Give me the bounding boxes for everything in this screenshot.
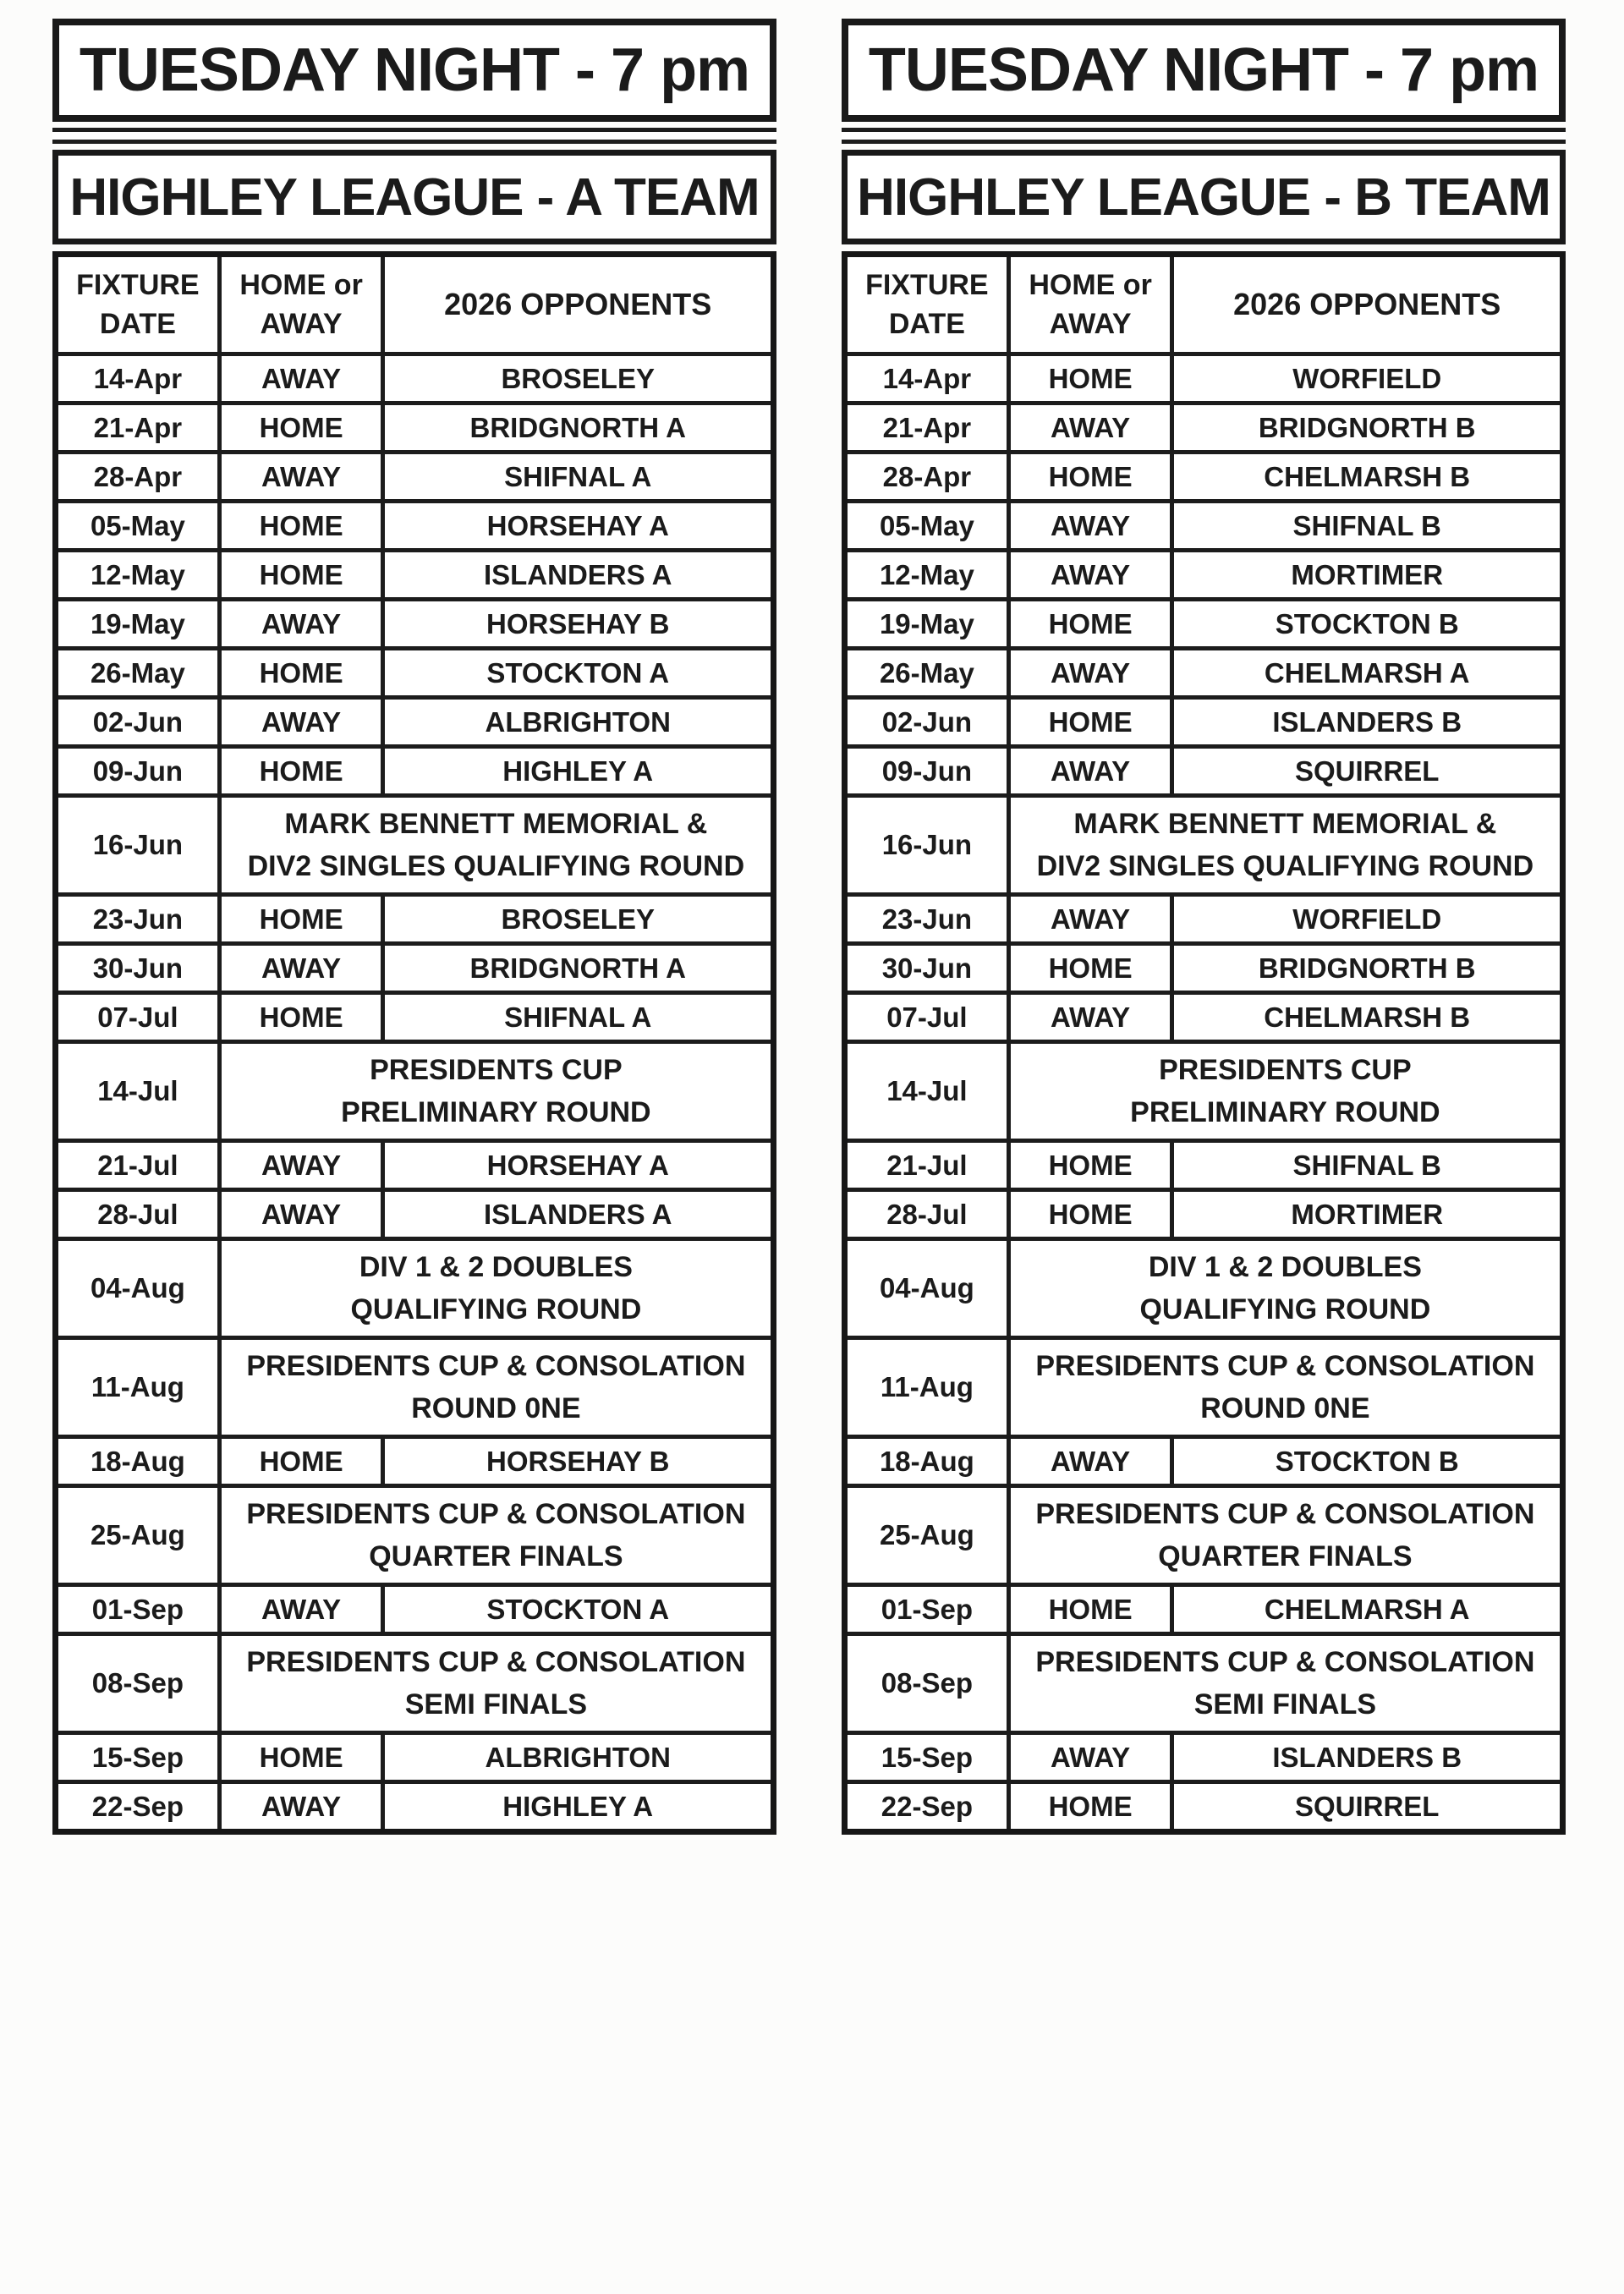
event-line: ROUND 0NE	[1200, 1392, 1370, 1424]
event-line: PRELIMINARY ROUND	[1130, 1096, 1440, 1128]
fixture-date-cell: 14-Jul	[886, 1075, 968, 1106]
event-line: QUALIFYING ROUND	[1139, 1293, 1431, 1325]
fixture-card-b-team	[842, 19, 1566, 1835]
home-away-cell: HOME	[1007, 700, 1171, 744]
fixture-date-cell: 19-May	[879, 607, 974, 639]
header-line: FIXTURE	[76, 269, 200, 301]
column-header-fixture-date	[848, 257, 1007, 352]
fixture-date-cell: 28-Apr	[93, 460, 183, 492]
event-line: PRESIDENTS CUP & CONSOLATION	[246, 1498, 746, 1530]
opponent-cell: ALBRIGHTON	[381, 700, 771, 744]
opponent-cell: HIGHLEY A	[381, 1784, 771, 1829]
fixture-date-cell: 09-Jun	[881, 755, 973, 787]
fixture-row	[58, 352, 771, 401]
fixture-date-cell: 28-Apr	[882, 460, 972, 492]
opponent-cell: CHELMARSH B	[1170, 454, 1560, 499]
home-away-cell: AWAY	[1007, 405, 1171, 450]
fixture-date-cell: 12-May	[90, 558, 185, 590]
event-line: PRESIDENTS CUP & CONSOLATION	[1035, 1350, 1535, 1382]
event-line: PRESIDENTS CUP & CONSOLATION	[246, 1350, 746, 1382]
opponent-cell: SQUIRREL	[1170, 749, 1560, 793]
fixture-date-cell: 18-Aug	[879, 1445, 974, 1477]
fixture-row	[58, 499, 771, 548]
card-title-text: TUESDAY NIGHT - 7 pm	[79, 36, 750, 104]
header-line: FIXTURE	[865, 269, 989, 301]
fixture-date-cell: 22-Sep	[881, 1790, 973, 1822]
fixture-row	[58, 1731, 771, 1780]
fixture-row	[848, 1040, 1560, 1139]
fixture-row	[848, 1139, 1560, 1188]
fixture-row	[58, 892, 771, 941]
home-away-cell: AWAY	[217, 454, 381, 499]
fixture-row	[848, 1237, 1560, 1336]
event-line: DIV2 SINGLES QUALIFYING ROUND	[1036, 850, 1534, 882]
event-line: MARK BENNETT MEMORIAL &	[284, 808, 708, 840]
fixture-date-cell: 01-Sep	[91, 1593, 184, 1625]
fixture-date-cell: 15-Sep	[91, 1741, 184, 1773]
fixture-row	[848, 597, 1560, 646]
home-away-cell: HOME	[217, 749, 381, 793]
home-away-cell: HOME	[1007, 946, 1171, 991]
event-line: PRESIDENTS CUP & CONSOLATION	[1035, 1498, 1535, 1530]
opponent-cell: BRIDGNORTH B	[1170, 946, 1560, 991]
opponent-cell: ISLANDERS B	[1170, 700, 1560, 744]
fixture-row	[848, 744, 1560, 793]
event-line: PRESIDENTS CUP	[1159, 1054, 1412, 1086]
column-header-home-away	[217, 257, 381, 352]
fixture-row	[848, 1484, 1560, 1583]
opponent-cell: SHIFNAL A	[381, 995, 771, 1040]
fixture-row	[848, 352, 1560, 401]
home-away-cell: AWAY	[1007, 552, 1171, 597]
fixture-row	[58, 695, 771, 744]
opponent-cell: ISLANDERS A	[381, 552, 771, 597]
fixture-row	[58, 1040, 771, 1139]
home-away-cell: AWAY	[1007, 503, 1171, 548]
home-away-cell: HOME	[1007, 1784, 1171, 1829]
fixture-row	[58, 941, 771, 991]
home-away-cell: HOME	[217, 897, 381, 941]
league-heading	[842, 150, 1566, 244]
league-heading	[52, 150, 776, 244]
fixture-row	[848, 1583, 1560, 1632]
fixture-row	[58, 450, 771, 499]
fixture-row	[58, 401, 771, 450]
table-header-row	[58, 257, 771, 352]
fixture-row	[58, 597, 771, 646]
event-line: PRESIDENTS CUP & CONSOLATION	[246, 1646, 746, 1678]
opponent-cell: HORSEHAY A	[381, 503, 771, 548]
opponent-cell: BROSELEY	[381, 897, 771, 941]
fixture-date-cell: 15-Sep	[881, 1741, 973, 1773]
column-header-opponents	[1170, 257, 1560, 352]
header-line: 2026 OPPONENTS	[1233, 287, 1501, 321]
divider-strip	[52, 128, 776, 144]
fixture-date-cell: 07-Jul	[97, 1001, 178, 1033]
fixture-date-cell: 08-Sep	[881, 1667, 973, 1699]
fixture-date-cell: 19-May	[90, 607, 185, 639]
card-title	[842, 19, 1566, 122]
opponent-cell: SHIFNAL A	[381, 454, 771, 499]
event-line: MARK BENNETT MEMORIAL &	[1073, 808, 1497, 840]
home-away-cell: HOME	[217, 503, 381, 548]
opponent-cell: BRIDGNORTH A	[381, 405, 771, 450]
fixture-date-cell: 04-Aug	[879, 1272, 974, 1303]
header-line: AWAY	[260, 308, 343, 340]
event-line: DIV 1 & 2 DOUBLES	[359, 1251, 633, 1283]
opponent-cell: STOCKTON A	[381, 1587, 771, 1632]
fixture-date-cell: 21-Apr	[93, 411, 183, 443]
event-cell	[1007, 1488, 1560, 1583]
fixture-row	[58, 1336, 771, 1435]
fixtures-table	[842, 251, 1566, 1835]
divider-strip	[842, 128, 1566, 144]
fixture-row	[848, 1435, 1560, 1484]
event-cell	[217, 798, 771, 892]
fixtures-rows	[848, 352, 1560, 1829]
event-line: DIV2 SINGLES QUALIFYING ROUND	[247, 850, 745, 882]
fixture-row	[58, 991, 771, 1040]
fixture-date-cell: 23-Jun	[92, 903, 184, 935]
home-away-cell: AWAY	[1007, 995, 1171, 1040]
fixture-row	[58, 548, 771, 597]
home-away-cell: HOME	[217, 1735, 381, 1780]
fixture-date-cell: 21-Jul	[886, 1149, 968, 1181]
opponent-cell: ISLANDERS A	[381, 1192, 771, 1237]
event-line: PRELIMINARY ROUND	[341, 1096, 651, 1128]
fixture-date-cell: 07-Jul	[886, 1001, 968, 1033]
fixture-row	[848, 941, 1560, 991]
header-line: AWAY	[1049, 308, 1132, 340]
event-line: QUARTER FINALS	[369, 1540, 623, 1572]
opponent-cell: STOCKTON B	[1170, 1439, 1560, 1484]
fixture-date-cell: 14-Apr	[93, 362, 183, 394]
home-away-cell: HOME	[217, 995, 381, 1040]
header-line: HOME or	[1029, 269, 1152, 301]
opponent-cell: CHELMARSH A	[1170, 650, 1560, 695]
fixture-row	[848, 1731, 1560, 1780]
fixture-date-cell: 16-Jun	[881, 829, 973, 860]
opponent-cell: HORSEHAY B	[381, 601, 771, 646]
opponent-cell: SHIFNAL B	[1170, 503, 1560, 548]
fixture-row	[848, 892, 1560, 941]
fixture-row	[58, 744, 771, 793]
fixture-date-cell: 08-Sep	[91, 1667, 184, 1699]
home-away-cell: HOME	[217, 1439, 381, 1484]
fixture-date-cell: 16-Jun	[92, 829, 184, 860]
event-cell	[1007, 1044, 1560, 1139]
event-line: PRESIDENTS CUP & CONSOLATION	[1035, 1646, 1535, 1678]
event-cell	[1007, 1340, 1560, 1435]
fixture-date-cell: 05-May	[90, 509, 185, 541]
fixture-date-cell: 25-Aug	[879, 1519, 974, 1550]
home-away-cell: AWAY	[217, 1587, 381, 1632]
fixture-row	[848, 991, 1560, 1040]
event-line: DIV 1 & 2 DOUBLES	[1148, 1251, 1422, 1283]
home-away-cell: HOME	[217, 405, 381, 450]
event-cell	[217, 1241, 771, 1336]
fixture-row	[58, 1188, 771, 1237]
fixtures-rows	[58, 352, 771, 1829]
home-away-cell: AWAY	[1007, 749, 1171, 793]
event-cell	[217, 1636, 771, 1731]
opponent-cell: WORFIELD	[1170, 356, 1560, 401]
fixture-row	[848, 548, 1560, 597]
home-away-cell: AWAY	[217, 1784, 381, 1829]
opponent-cell: CHELMARSH B	[1170, 995, 1560, 1040]
opponent-cell: MORTIMER	[1170, 552, 1560, 597]
fixture-date-cell: 14-Apr	[882, 362, 972, 394]
fixture-row	[848, 793, 1560, 892]
fixture-card-a-team	[52, 19, 776, 1835]
home-away-cell: AWAY	[217, 946, 381, 991]
fixture-row	[58, 1435, 771, 1484]
fixture-date-cell: 21-Apr	[882, 411, 972, 443]
home-away-cell: AWAY	[1007, 897, 1171, 941]
event-cell	[1007, 1636, 1560, 1731]
opponent-cell: SHIFNAL B	[1170, 1143, 1560, 1188]
opponent-cell: STOCKTON A	[381, 650, 771, 695]
fixture-date-cell: 28-Jul	[886, 1198, 968, 1230]
fixture-date-cell: 23-Jun	[881, 903, 973, 935]
fixture-date-cell: 11-Aug	[91, 1371, 184, 1402]
fixture-row	[848, 499, 1560, 548]
opponent-cell: MORTIMER	[1170, 1192, 1560, 1237]
event-cell	[217, 1044, 771, 1139]
fixture-date-cell: 04-Aug	[90, 1272, 185, 1303]
home-away-cell: HOME	[217, 650, 381, 695]
home-away-cell: AWAY	[217, 700, 381, 744]
league-heading-text: HIGHLEY LEAGUE - B TEAM	[857, 167, 1550, 227]
fixture-row	[848, 401, 1560, 450]
fixture-row	[848, 695, 1560, 744]
fixture-row	[848, 1632, 1560, 1731]
fixture-date-cell: 09-Jun	[92, 755, 184, 787]
header-line: 2026 OPPONENTS	[444, 287, 712, 321]
opponent-cell: BRIDGNORTH B	[1170, 405, 1560, 450]
home-away-cell: AWAY	[217, 601, 381, 646]
fixture-row	[848, 1188, 1560, 1237]
home-away-cell: AWAY	[217, 1192, 381, 1237]
event-line: ROUND 0NE	[411, 1392, 581, 1424]
column-header-opponents	[381, 257, 771, 352]
fixture-date-cell: 05-May	[879, 509, 974, 541]
home-away-cell: HOME	[1007, 356, 1171, 401]
fixture-row	[848, 1336, 1560, 1435]
home-away-cell: HOME	[1007, 1143, 1171, 1188]
fixture-date-cell: 02-Jun	[92, 705, 184, 738]
fixture-row	[58, 1780, 771, 1829]
fixture-row	[58, 1583, 771, 1632]
fixture-row	[58, 793, 771, 892]
fixture-row	[58, 1632, 771, 1731]
home-away-cell: HOME	[1007, 1587, 1171, 1632]
home-away-cell: AWAY	[217, 1143, 381, 1188]
event-cell	[1007, 798, 1560, 892]
fixture-row	[848, 646, 1560, 695]
home-away-cell: AWAY	[217, 356, 381, 401]
home-away-cell: HOME	[1007, 601, 1171, 646]
opponent-cell: CHELMARSH A	[1170, 1587, 1560, 1632]
fixture-date-cell: 12-May	[879, 558, 974, 590]
fixture-row	[58, 1484, 771, 1583]
card-title	[52, 19, 776, 122]
event-line: SEMI FINALS	[1193, 1688, 1377, 1720]
opponent-cell: SQUIRREL	[1170, 1784, 1560, 1829]
home-away-cell: HOME	[217, 552, 381, 597]
opponent-cell: ISLANDERS B	[1170, 1735, 1560, 1780]
event-line: PRESIDENTS CUP	[370, 1054, 623, 1086]
fixture-date-cell: 26-May	[879, 656, 974, 689]
fixture-row	[58, 1139, 771, 1188]
home-away-cell: HOME	[1007, 454, 1171, 499]
event-cell	[1007, 1241, 1560, 1336]
league-heading-text: HIGHLEY LEAGUE - A TEAM	[69, 167, 760, 227]
header-line: DATE	[888, 308, 965, 340]
opponent-cell: WORFIELD	[1170, 897, 1560, 941]
event-line: SEMI FINALS	[404, 1688, 588, 1720]
fixture-date-cell: 21-Jul	[97, 1149, 178, 1181]
fixture-date-cell: 28-Jul	[97, 1198, 178, 1230]
fixture-date-cell: 25-Aug	[90, 1519, 185, 1550]
fixture-row	[58, 1237, 771, 1336]
opponent-cell: HORSEHAY B	[381, 1439, 771, 1484]
event-line: QUARTER FINALS	[1158, 1540, 1413, 1572]
column-header-fixture-date	[58, 257, 217, 352]
fixture-date-cell: 30-Jun	[881, 952, 973, 984]
header-line: HOME or	[239, 269, 363, 301]
table-header-row	[848, 257, 1560, 352]
fixture-row	[848, 450, 1560, 499]
opponent-cell: STOCKTON B	[1170, 601, 1560, 646]
fixture-date-cell: 22-Sep	[91, 1790, 184, 1822]
opponent-cell: BROSELEY	[381, 356, 771, 401]
fixture-date-cell: 14-Jul	[97, 1075, 178, 1106]
column-header-home-away	[1007, 257, 1171, 352]
home-away-cell: HOME	[1007, 1192, 1171, 1237]
fixture-date-cell: 26-May	[90, 656, 185, 689]
home-away-cell: AWAY	[1007, 1439, 1171, 1484]
fixture-row	[58, 646, 771, 695]
fixture-date-cell: 01-Sep	[881, 1593, 973, 1625]
event-cell	[217, 1340, 771, 1435]
fixtures-table	[52, 251, 776, 1835]
home-away-cell: AWAY	[1007, 650, 1171, 695]
opponent-cell: HORSEHAY A	[381, 1143, 771, 1188]
home-away-cell: AWAY	[1007, 1735, 1171, 1780]
card-title-text: TUESDAY NIGHT - 7 pm	[868, 36, 1539, 104]
fixture-row	[848, 1780, 1560, 1829]
header-line: DATE	[99, 308, 176, 340]
event-cell	[217, 1488, 771, 1583]
fixture-date-cell: 30-Jun	[92, 952, 184, 984]
fixture-date-cell: 11-Aug	[880, 1371, 974, 1402]
fixture-date-cell: 18-Aug	[90, 1445, 185, 1477]
fixture-date-cell: 02-Jun	[881, 705, 973, 738]
event-line: QUALIFYING ROUND	[350, 1293, 642, 1325]
opponent-cell: ALBRIGHTON	[381, 1735, 771, 1780]
opponent-cell: BRIDGNORTH A	[381, 946, 771, 991]
opponent-cell: HIGHLEY A	[381, 749, 771, 793]
